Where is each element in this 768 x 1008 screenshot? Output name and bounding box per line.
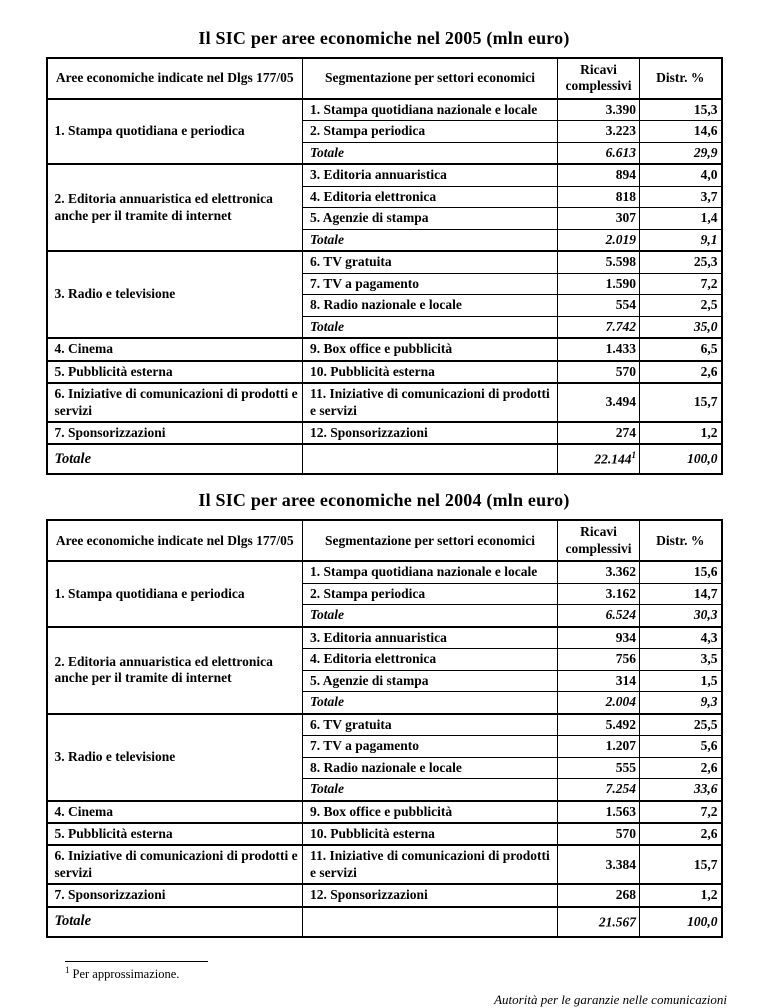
ricavi-cell: 7.254 <box>558 779 640 801</box>
distr-cell: 35,0 <box>640 316 722 338</box>
sector-cell: 4. Editoria elettronica <box>303 649 558 670</box>
sector-cell: 7. TV a pagamento <box>303 736 558 757</box>
table-title: Il SIC per aree economiche nel 2004 (mln euro) <box>198 490 570 511</box>
sector-cell: 6. TV gratuita <box>303 714 558 736</box>
ricavi-cell: 570 <box>558 361 640 383</box>
grand-total-ricavi <box>558 444 640 474</box>
sector-cell: 3. Editoria annuaristica <box>303 164 558 186</box>
ricavi-cell: 2.004 <box>558 692 640 714</box>
footnote-rule <box>65 961 208 962</box>
grand-total-empty-cell <box>303 444 558 474</box>
ricavi-cell: 274 <box>558 422 640 444</box>
ricavi-cell: 6.613 <box>558 142 640 164</box>
sector-cell: 6. TV gratuita <box>303 251 558 273</box>
area-cell: 1. Stampa quotidiana e periodica <box>47 99 303 164</box>
area-cell: 2. Editoria annuaristica ed elettronica anche per il tramite di internet <box>47 627 303 714</box>
distr-cell: 1,4 <box>640 208 722 229</box>
distr-cell: 2,5 <box>640 295 722 316</box>
distr-cell: 33,6 <box>640 779 722 801</box>
grand-total-label: Totale <box>47 444 303 474</box>
distr-cell: 25,5 <box>640 714 722 736</box>
header-distr-percent: Distr. % <box>640 520 722 561</box>
sector-cell: 9. Box office e pubblicità <box>303 801 558 823</box>
distr-cell: 7,2 <box>640 273 722 294</box>
area-cell: 3. Radio e televisione <box>47 714 303 801</box>
ricavi-cell: 7.742 <box>558 316 640 338</box>
sector-cell: 8. Radio nazionale e locale <box>303 757 558 778</box>
table-row <box>47 251 722 273</box>
sic-table-section-2004 <box>0 490 768 937</box>
sector-cell: 1. Stampa quotidiana nazionale e locale <box>303 99 558 121</box>
distr-cell: 29,9 <box>640 142 722 164</box>
ricavi-cell: 756 <box>558 649 640 670</box>
sector-cell: Totale <box>303 692 558 714</box>
sector-cell: Totale <box>303 142 558 164</box>
sector-cell: 10. Pubblicità esterna <box>303 823 558 845</box>
footnote <box>65 965 768 982</box>
footnote-text: Per approssimazione. <box>72 966 180 981</box>
area-cell: 4. Cinema <box>47 338 303 360</box>
agency-credit: Autorità per le garanzie nelle comunicazioni <box>494 991 727 1007</box>
distr-cell: 15,7 <box>640 845 722 884</box>
sector-cell: 7. TV a pagamento <box>303 273 558 294</box>
footnote-block <box>65 961 768 982</box>
grand-total-distr: 100,0 <box>640 444 722 474</box>
distr-cell: 3,7 <box>640 186 722 207</box>
sector-cell: 1. Stampa quotidiana nazionale e locale <box>303 561 558 583</box>
table-row <box>47 845 722 884</box>
area-cell: 6. Iniziative di comunicazioni di prodotti e servizi <box>47 845 303 884</box>
sector-cell: 4. Editoria elettronica <box>303 186 558 207</box>
distr-cell: 15,6 <box>640 561 722 583</box>
sic-table-2005 <box>46 57 723 475</box>
area-cell: 2. Editoria annuaristica ed elettronica anche per il tramite di internet <box>47 164 303 251</box>
table-title: Il SIC per aree economiche nel 2005 (mln euro) <box>198 28 570 48</box>
distr-cell: 30,3 <box>640 605 722 627</box>
table-row <box>47 164 722 186</box>
sector-cell: 11. Iniziative di comunicazioni di prodotti e servizi <box>303 383 558 422</box>
header-segmentazione-label: Segmentazione per settori economici <box>324 532 536 548</box>
table-row <box>47 338 722 360</box>
table-row <box>47 383 722 422</box>
table-row <box>47 627 722 649</box>
distr-cell: 14,7 <box>640 583 722 604</box>
distr-cell: 7,2 <box>640 801 722 823</box>
area-cell: 3. Radio e televisione <box>47 251 303 338</box>
distr-cell: 1,2 <box>640 884 722 906</box>
distr-cell: 6,5 <box>640 338 722 360</box>
ricavi-cell: 3.390 <box>558 99 640 121</box>
area-cell: 6. Iniziative di comunicazioni di prodotti e servizi <box>47 383 303 422</box>
sector-cell: 2. Stampa periodica <box>303 121 558 142</box>
grand-total-ricavi-value: 21.567 <box>598 914 636 930</box>
sector-cell: 12. Sponsorizzazioni <box>303 422 558 444</box>
distr-cell: 9,3 <box>640 692 722 714</box>
ricavi-cell: 1.563 <box>558 801 640 823</box>
table-row <box>47 561 722 583</box>
distr-cell: 4,3 <box>640 627 722 649</box>
sector-cell: 5. Agenzie di stampa <box>303 670 558 691</box>
ricavi-cell: 1.433 <box>558 338 640 360</box>
ricavi-cell: 3.162 <box>558 583 640 604</box>
area-cell: 4. Cinema <box>47 801 303 823</box>
sector-cell: 11. Iniziative di comunicazioni di prodotti e servizi <box>303 845 558 884</box>
table-row <box>47 422 722 444</box>
distr-cell: 15,7 <box>640 383 722 422</box>
header-ricavi-complessivi: Ricavi complessivi <box>558 58 640 99</box>
area-cell: 7. Sponsorizzazioni <box>47 422 303 444</box>
footnote-marker: 1 <box>65 964 70 975</box>
header-aree-economiche: Aree economiche indicate nel Dlgs 177/05 <box>47 58 303 99</box>
ricavi-cell: 3.362 <box>558 561 640 583</box>
ricavi-cell: 5.598 <box>558 251 640 273</box>
distr-cell: 14,6 <box>640 121 722 142</box>
distr-cell: 1,2 <box>640 422 722 444</box>
area-cell: 5. Pubblicità esterna <box>47 823 303 845</box>
sector-cell: 12. Sponsorizzazioni <box>303 884 558 906</box>
table-row <box>47 801 722 823</box>
ricavi-cell: 5.492 <box>558 714 640 736</box>
header-row <box>47 520 722 561</box>
distr-cell: 9,1 <box>640 229 722 251</box>
area-cell: 5. Pubblicità esterna <box>47 361 303 383</box>
sic-table-2004 <box>46 519 723 937</box>
header-row <box>47 58 722 99</box>
area-cell: 1. Stampa quotidiana e periodica <box>47 561 303 626</box>
ricavi-cell: 818 <box>558 186 640 207</box>
sector-cell: 2. Stampa periodica <box>303 583 558 604</box>
ricavi-cell: 1.590 <box>558 273 640 294</box>
header-aree-economiche: Aree economiche indicate nel Dlgs 177/05 <box>47 520 303 561</box>
sector-cell: 5. Agenzie di stampa <box>303 208 558 229</box>
distr-cell: 2,6 <box>640 757 722 778</box>
grand-total-label: Totale <box>47 907 303 937</box>
header-segmentazione-label: Segmentazione per settori economici <box>324 70 536 86</box>
distr-cell: 15,3 <box>640 99 722 121</box>
grand-total-ricavi <box>558 907 640 937</box>
ricavi-cell: 555 <box>558 757 640 778</box>
ricavi-cell: 2.019 <box>558 229 640 251</box>
area-cell: 7. Sponsorizzazioni <box>47 884 303 906</box>
ricavi-cell: 894 <box>558 164 640 186</box>
distr-cell: 2,6 <box>640 823 722 845</box>
table-row <box>47 823 722 845</box>
header-segmentazione <box>303 520 558 561</box>
sector-cell: 9. Box office e pubblicità <box>303 338 558 360</box>
table-row <box>47 714 722 736</box>
distr-cell: 1,5 <box>640 670 722 691</box>
ricavi-cell: 3.494 <box>558 383 640 422</box>
table-row <box>47 884 722 906</box>
sector-cell: Totale <box>303 316 558 338</box>
sector-cell: 3. Editoria annuaristica <box>303 627 558 649</box>
distr-cell: 2,6 <box>640 361 722 383</box>
header-segmentazione <box>303 58 558 99</box>
ricavi-cell: 3.384 <box>558 845 640 884</box>
sic-table-section-2005 <box>0 28 768 475</box>
sector-cell: Totale <box>303 605 558 627</box>
footnote-ref: 1 <box>631 450 636 461</box>
grand-total-empty-cell <box>303 907 558 937</box>
ricavi-cell: 570 <box>558 823 640 845</box>
distr-cell: 25,3 <box>640 251 722 273</box>
sector-cell: Totale <box>303 779 558 801</box>
ricavi-cell: 3.223 <box>558 121 640 142</box>
ricavi-cell: 307 <box>558 208 640 229</box>
grand-total-ricavi-value: 22.144 <box>594 451 632 467</box>
ricavi-cell: 268 <box>558 884 640 906</box>
sector-cell: 8. Radio nazionale e locale <box>303 295 558 316</box>
grand-total-row <box>47 444 722 474</box>
distr-cell: 4,0 <box>640 164 722 186</box>
header-distr-percent: Distr. % <box>640 58 722 99</box>
table-row <box>47 361 722 383</box>
ricavi-cell: 934 <box>558 627 640 649</box>
tables-container <box>0 28 768 938</box>
grand-total-distr: 100,0 <box>640 907 722 937</box>
distr-cell: 5,6 <box>640 736 722 757</box>
ricavi-cell: 314 <box>558 670 640 691</box>
distr-cell: 3,5 <box>640 649 722 670</box>
ricavi-cell: 1.207 <box>558 736 640 757</box>
ricavi-cell: 554 <box>558 295 640 316</box>
header-ricavi-complessivi: Ricavi complessivi <box>558 520 640 561</box>
sector-cell: 10. Pubblicità esterna <box>303 361 558 383</box>
ricavi-cell: 6.524 <box>558 605 640 627</box>
sector-cell: Totale <box>303 229 558 251</box>
table-row <box>47 99 722 121</box>
grand-total-row <box>47 907 722 937</box>
